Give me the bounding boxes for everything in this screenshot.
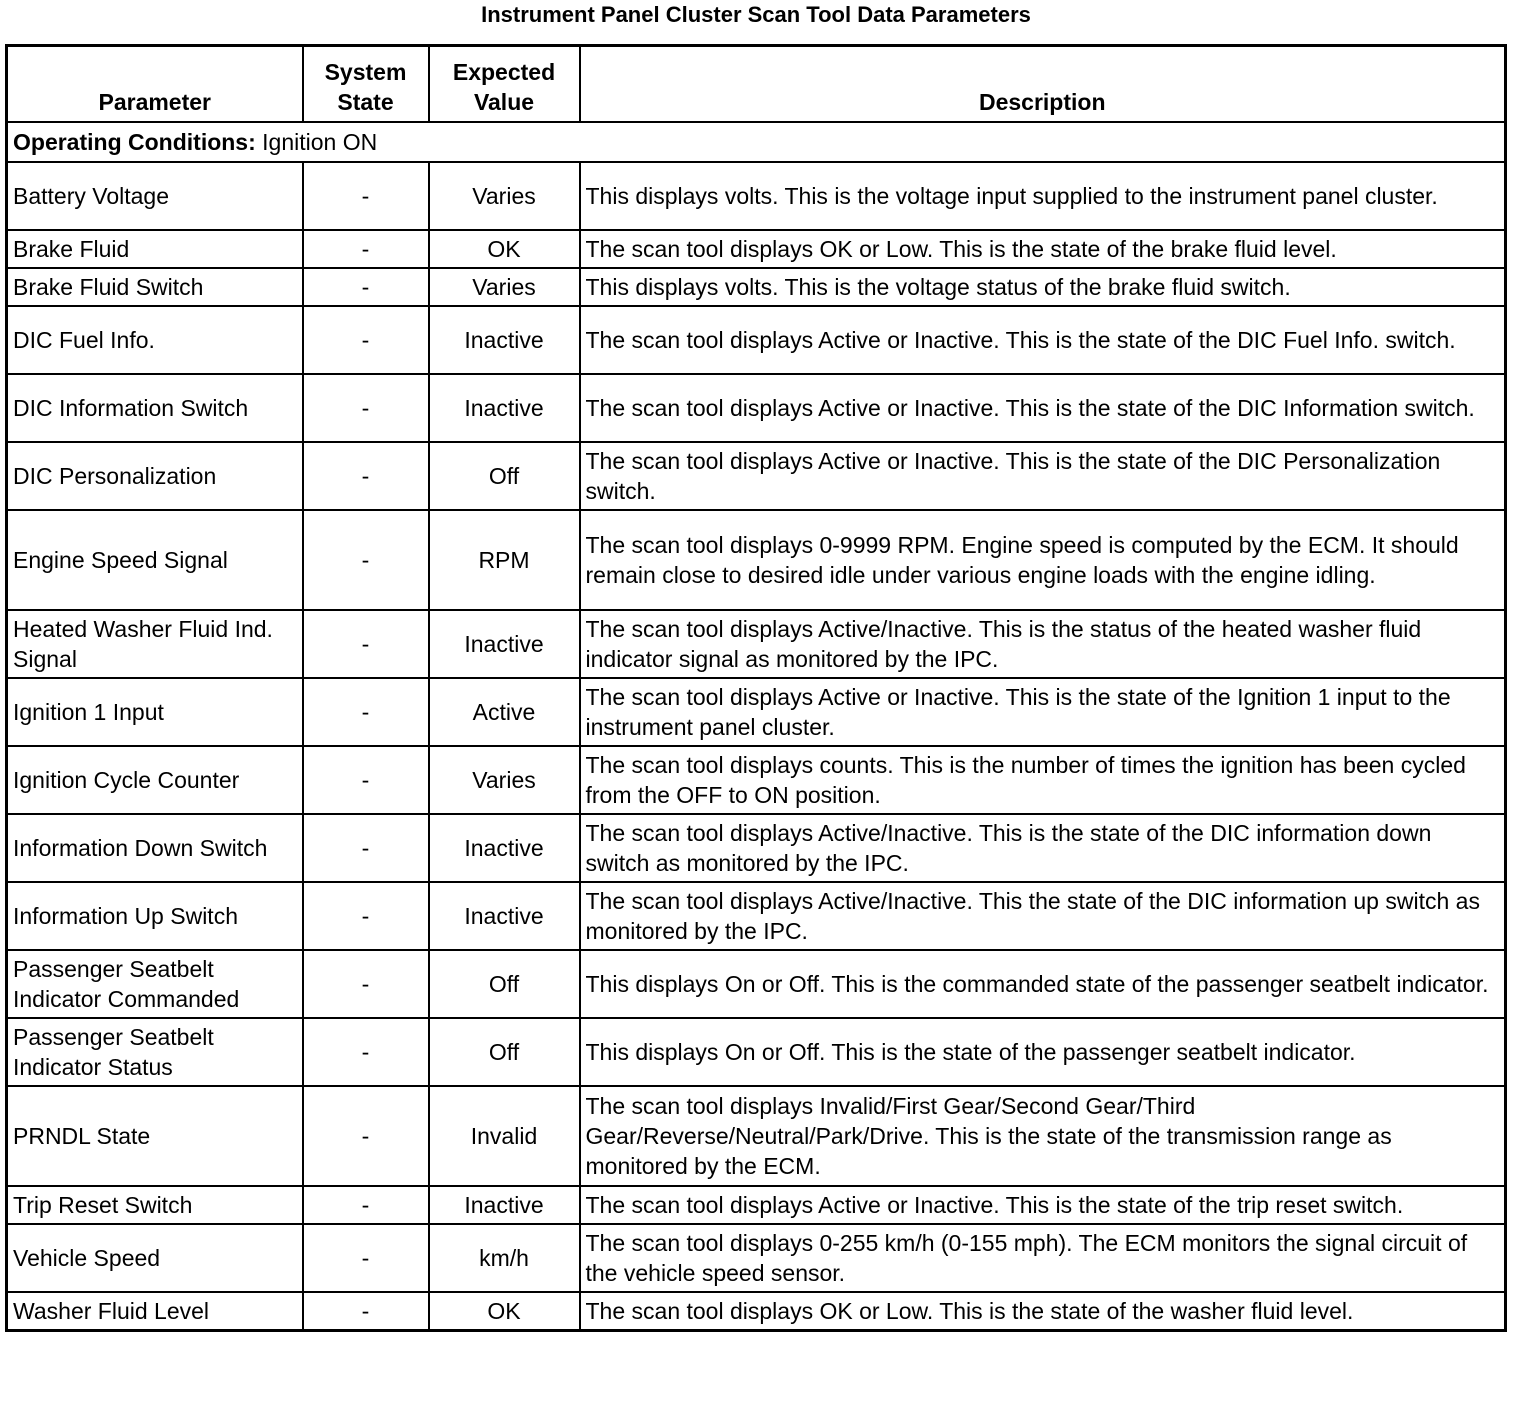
param-description: The scan tool displays 0-9999 RPM. Engine speed is computed by the ECM. It should remain close to desired idle under various engine loads with the engine idling. (580, 510, 1506, 610)
operating-conditions-row (7, 122, 1506, 162)
expected-value: OK (429, 230, 580, 268)
param-name: Vehicle Speed (7, 1224, 303, 1292)
param-description: This displays volts. This is the voltage status of the brake fluid switch. (580, 268, 1506, 306)
param-name: Washer Fluid Level (7, 1292, 303, 1331)
expected-value: Invalid (429, 1086, 580, 1186)
table-row (7, 306, 1506, 374)
expected-value: Inactive (429, 814, 580, 882)
param-description: The scan tool displays Active/Inactive. This is the state of the DIC information down switch as monitored by the IPC. (580, 814, 1506, 882)
system-state: - (303, 746, 429, 814)
param-name: Ignition Cycle Counter (7, 746, 303, 814)
system-state: - (303, 268, 429, 306)
param-description: This displays On or Off. This is the state of the passenger seatbelt indicator. (580, 1018, 1506, 1086)
system-state: - (303, 678, 429, 746)
system-state: - (303, 950, 429, 1018)
table-row (7, 162, 1506, 230)
table-row (7, 1292, 1506, 1331)
expected-value: Off (429, 1018, 580, 1086)
table-row (7, 950, 1506, 1018)
system-state: - (303, 1018, 429, 1086)
param-name: DIC Fuel Info. (7, 306, 303, 374)
table-row (7, 230, 1506, 268)
system-state: - (303, 230, 429, 268)
expected-value: Inactive (429, 1186, 580, 1224)
param-description: The scan tool displays OK or Low. This is the state of the brake fluid level. (580, 230, 1506, 268)
param-name: Passenger Seatbelt Indicator Status (7, 1018, 303, 1086)
expected-value: Inactive (429, 306, 580, 374)
param-name: Engine Speed Signal (7, 510, 303, 610)
table-row (7, 1186, 1506, 1224)
table-row (7, 678, 1506, 746)
param-name: PRNDL State (7, 1086, 303, 1186)
operating-conditions (7, 122, 1506, 162)
param-description: The scan tool displays Active or Inactive. This is the state of the Ignition 1 input to the instrument panel cluster. (580, 678, 1506, 746)
expected-value: Varies (429, 162, 580, 230)
system-state: - (303, 1186, 429, 1224)
param-description: The scan tool displays Active or Inactive. This is the state of the DIC Personalization switch. (580, 442, 1506, 510)
param-name: Ignition 1 Input (7, 678, 303, 746)
param-description: The scan tool displays OK or Low. This is the state of the washer fluid level. (580, 1292, 1506, 1331)
table-row (7, 610, 1506, 678)
expected-value: Active (429, 678, 580, 746)
table-row (7, 1224, 1506, 1292)
table-row (7, 1018, 1506, 1086)
header-parameter: Parameter (7, 46, 303, 123)
table-row (7, 746, 1506, 814)
system-state: - (303, 814, 429, 882)
expected-value: Off (429, 442, 580, 510)
param-name: Passenger Seatbelt Indicator Commanded (7, 950, 303, 1018)
table-row (7, 374, 1506, 442)
expected-value: OK (429, 1292, 580, 1331)
param-description: This displays volts. This is the voltage input supplied to the instrument panel cluster. (580, 162, 1506, 230)
system-state: - (303, 510, 429, 610)
expected-value: Varies (429, 746, 580, 814)
operating-conditions-label: Operating Conditions: (13, 129, 256, 155)
table-row (7, 814, 1506, 882)
param-name: Information Down Switch (7, 814, 303, 882)
param-description: The scan tool displays counts. This is the number of times the ignition has been cycled from the OFF to ON position. (580, 746, 1506, 814)
expected-value: Inactive (429, 374, 580, 442)
system-state: - (303, 1224, 429, 1292)
param-description: The scan tool displays Active/Inactive. This the state of the DIC information up switch as monitored by the IPC. (580, 882, 1506, 950)
param-name: Battery Voltage (7, 162, 303, 230)
header-system-state: System State (303, 46, 429, 123)
expected-value: Inactive (429, 882, 580, 950)
expected-value: Varies (429, 268, 580, 306)
expected-value: Off (429, 950, 580, 1018)
system-state: - (303, 610, 429, 678)
param-name: DIC Information Switch (7, 374, 303, 442)
param-description: The scan tool displays Active/Inactive. This is the status of the heated washer fluid indicator signal as monitored by the IPC. (580, 610, 1506, 678)
table-header-row (7, 46, 1506, 123)
system-state: - (303, 162, 429, 230)
param-description: The scan tool displays Active or Inactive. This is the state of the DIC Fuel Info. switch. (580, 306, 1506, 374)
system-state: - (303, 882, 429, 950)
param-name: Trip Reset Switch (7, 1186, 303, 1224)
param-description: The scan tool displays Active or Inactive. This is the state of the trip reset switch. (580, 1186, 1506, 1224)
param-name: Information Up Switch (7, 882, 303, 950)
param-description: This displays On or Off. This is the commanded state of the passenger seatbelt indicator. (580, 950, 1506, 1018)
header-expected-value: Expected Value (429, 46, 580, 123)
param-description: The scan tool displays 0-255 km/h (0-155 mph). The ECM monitors the signal circuit of the vehicle speed sensor. (580, 1224, 1506, 1292)
system-state: - (303, 1086, 429, 1186)
expected-value: RPM (429, 510, 580, 610)
system-state: - (303, 1292, 429, 1331)
system-state: - (303, 306, 429, 374)
param-description: The scan tool displays Invalid/First Gear/Second Gear/Third Gear/Reverse/Neutral/Park/Drive. This is the state of the transmission range as monitored by the ECM. (580, 1086, 1506, 1186)
param-description: The scan tool displays Active or Inactive. This is the state of the DIC Information switch. (580, 374, 1506, 442)
system-state: - (303, 442, 429, 510)
param-name: Heated Washer Fluid Ind. Signal (7, 610, 303, 678)
table-row (7, 268, 1506, 306)
page-title: Instrument Panel Cluster Scan Tool Data Parameters (481, 2, 1031, 27)
table-row (7, 442, 1506, 510)
header-description: Description (580, 46, 1506, 123)
param-name: Brake Fluid (7, 230, 303, 268)
table-row (7, 1086, 1506, 1186)
expected-value: Inactive (429, 610, 580, 678)
param-name: Brake Fluid Switch (7, 268, 303, 306)
table-row (7, 510, 1506, 610)
system-state: - (303, 374, 429, 442)
table-row (7, 882, 1506, 950)
scan-tool-data-table (5, 44, 1507, 1332)
expected-value: km/h (429, 1224, 580, 1292)
operating-conditions-value: Ignition ON (255, 129, 378, 155)
param-name: DIC Personalization (7, 442, 303, 510)
